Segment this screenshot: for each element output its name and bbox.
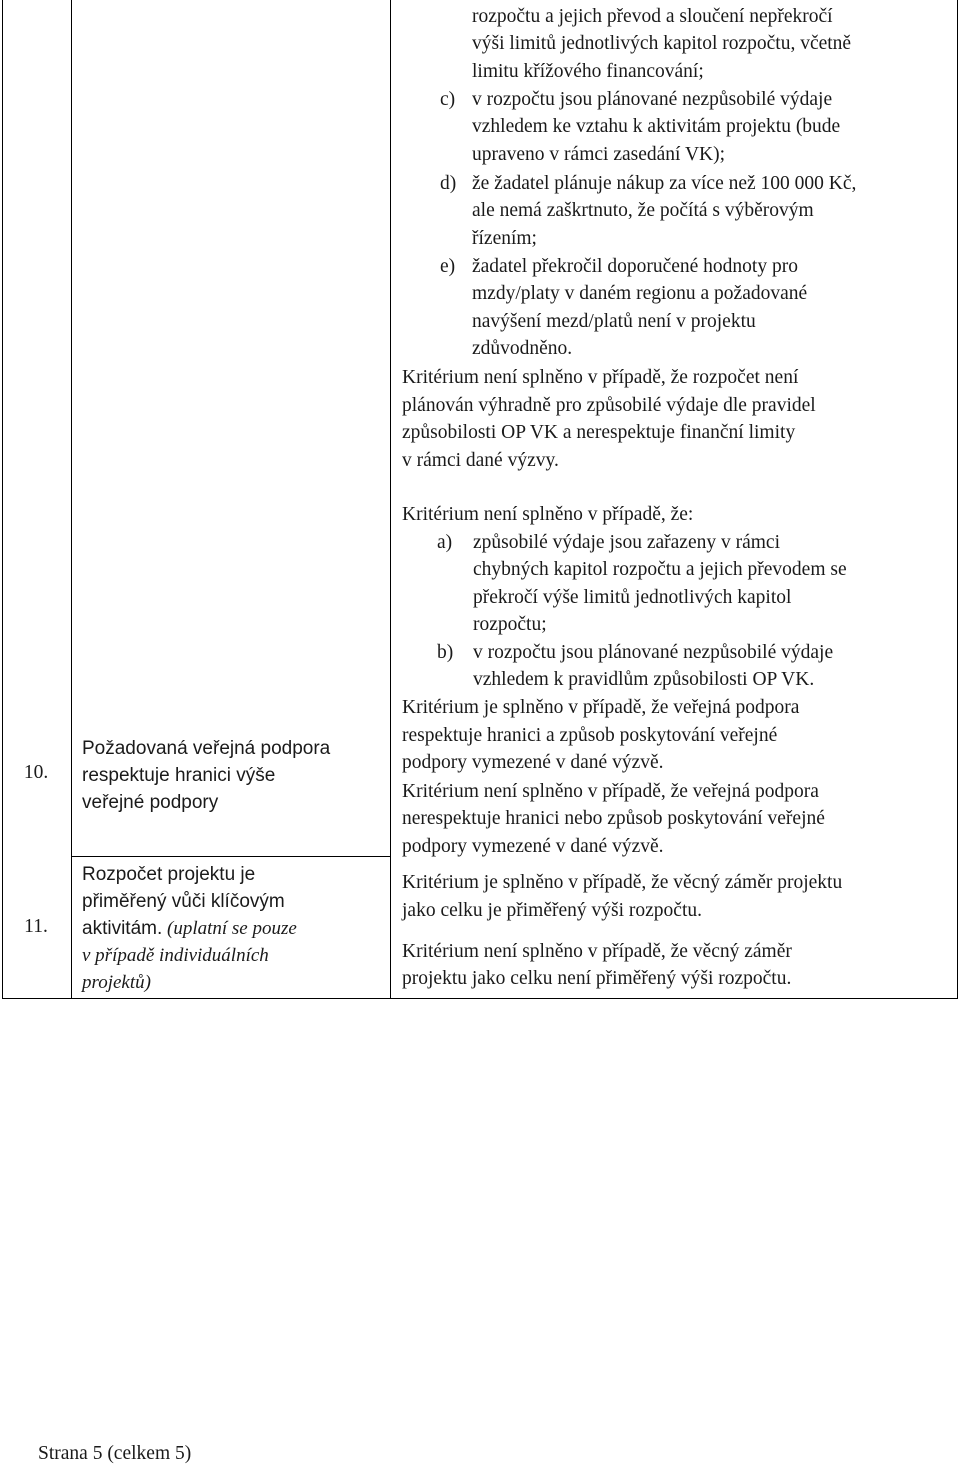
list-label: e) (440, 256, 456, 277)
text-line: projektu jako celku není přiměřený výši rozpočtu. (402, 968, 792, 989)
criterion-line: Požadovaná veřejná podpora (82, 738, 331, 759)
column-divider (390, 0, 391, 998)
text-line: mzdy/platy v daném regionu a požadované (472, 283, 808, 304)
criterion-line (82, 969, 382, 996)
text-line: v rozpočtu jsou plánované nezpůsobilé výdaje (472, 89, 833, 110)
row-number: 10. (23, 762, 49, 783)
text-line: způsobilosti OP VK a nerespektuje finanční limity (402, 422, 796, 443)
text-line: Kritérium není splněno v případě, že veřejná podpora (402, 781, 819, 802)
text-line: ale nemá zaškrtnuto, že počítá s výběrovým (472, 200, 814, 221)
criterion-note: projektů) (82, 972, 151, 993)
text-line: chybných kapitol rozpočtu a jejich převodem se (473, 559, 847, 580)
criterion-note: v případě individuálních (82, 945, 269, 966)
criterion-line: přiměřený vůči klíčovým (82, 891, 285, 912)
text-line: Kritérium není splněno v případě, že rozpočet není (402, 367, 799, 388)
text-line: že žadatel plánuje nákup za více než 100 000 Kč, (472, 173, 857, 194)
text-line: v rámci dané výzvy. (402, 450, 559, 471)
text-line: výši limitů jednotlivých kapitol rozpočtu, včetně (472, 33, 852, 54)
list-label: b) (437, 642, 454, 663)
text-line: v rozpočtu jsou plánované nezpůsobilé výdaje (473, 642, 834, 663)
text-line: nerespektuje hranici nebo způsob poskytování veřejné (402, 808, 825, 829)
criterion-line (82, 915, 382, 942)
page-footer: Strana 5 (celkem 5) (38, 1443, 192, 1464)
criterion-note: (uplatní se pouze (162, 918, 297, 939)
list-label: d) (440, 173, 457, 194)
text-line: vzhledem ke vztahu k aktivitám projektu (bude (472, 116, 841, 137)
text-line: vzhledem k pravidlům způsobilosti OP VK. (473, 669, 815, 690)
text-line: respektuje hranici a způsob poskytování veřejné (402, 725, 778, 746)
row-number: 11. (24, 916, 48, 937)
text-line: způsobilé výdaje jsou zařazeny v rámci (473, 532, 781, 553)
text-line: plánován výhradně pro způsobilé výdaje dle pravidel (402, 395, 816, 416)
criterion-line: respektuje hranici výše (82, 765, 276, 786)
column-divider (71, 0, 72, 998)
criterion-line: Rozpočet projektu je (82, 864, 256, 885)
list-label: a) (437, 532, 453, 553)
text-line: podpory vymezené v dané výzvě. (402, 752, 664, 773)
text-line: Kritérium je splněno v případě, že veřejná podpora (402, 697, 800, 718)
text-line: rozpočtu a jejich převod a sloučení nepřekročí (472, 6, 833, 27)
text-line: Kritérium není splněno v případě, že: (402, 504, 694, 525)
text-line: jako celku je přiměřený výši rozpočtu. (402, 900, 702, 921)
text-line: limitu křížového financování; (472, 61, 704, 82)
row-divider (71, 856, 390, 857)
text-line: upraveno v rámci zasedání VK); (472, 144, 726, 165)
criterion-text: aktivitám. (82, 918, 163, 939)
criterion-line: veřejné podpory (82, 792, 219, 813)
text-line: Kritérium je splněno v případě, že věcný záměr projektu (402, 872, 843, 893)
text-line: řízením; (472, 228, 537, 249)
text-line: Kritérium není splněno v případě, že věcný záměr (402, 941, 792, 962)
criterion-line (82, 942, 382, 969)
text-line: rozpočtu; (473, 614, 547, 635)
list-label: c) (440, 89, 456, 110)
text-line: zdůvodněno. (472, 338, 573, 359)
text-line: navýšení mezd/platů není v projektu (472, 311, 756, 332)
text-line: žadatel překročil doporučené hodnoty pro (472, 256, 798, 277)
text-line: překročí výše limitů jednotlivých kapitol (473, 587, 792, 608)
text-line: podpory vymezené v dané výzvě. (402, 836, 664, 857)
